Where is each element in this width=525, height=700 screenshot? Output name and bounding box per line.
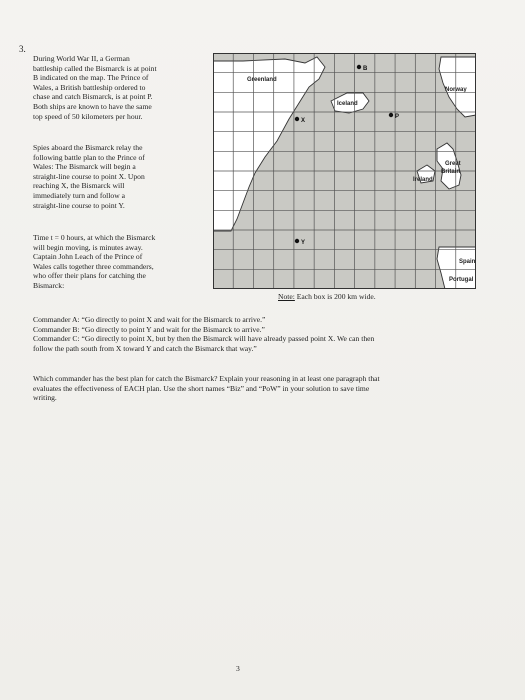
map-canvas <box>213 53 476 289</box>
intro-paragraph-1 <box>33 54 213 121</box>
label-greenland: Greenland <box>247 77 277 83</box>
point-p-label: P <box>395 114 400 120</box>
point-p-dot <box>389 113 393 117</box>
question-line: writing. <box>33 393 57 403</box>
question-line: Which commander has the best plan for catch the Bismarck? Explain your reasoning in at least one paragraph that <box>33 374 380 383</box>
label-britain: Britain <box>441 169 461 175</box>
intro-line: will begin moving, is minutes away. <box>33 242 143 252</box>
question-prompt <box>33 374 498 403</box>
intro-line: following battle plan to the Prince of <box>33 152 145 162</box>
intro-line: Captain John Leach of the Prince of <box>33 252 143 262</box>
point-b-label: B <box>363 66 368 72</box>
intro-line: battleship called the Bismarck is at point <box>33 63 157 73</box>
intro-line: straight-line course to point X. Upon <box>33 171 145 181</box>
label-portugal: Portugal <box>449 277 474 283</box>
point-y-dot <box>295 239 299 243</box>
intro-line: Bismarck: <box>33 280 65 290</box>
label-iceland: Iceland <box>337 101 358 107</box>
note-text: Each box is 200 km wide. <box>294 292 376 301</box>
intro-line: who offer their plans for catching the <box>33 271 146 281</box>
intro-line: Spies aboard the Bismarck relay the <box>33 143 143 152</box>
intro-line: Time t = 0 hours, at which the Bismarck <box>33 233 156 242</box>
label-spain: Spain <box>459 259 476 265</box>
north-atlantic-map <box>213 53 476 289</box>
commander-a-plan: Commander A: “Go directly to point X and wait for the Bismarck to arrive.” <box>33 315 266 324</box>
intro-line: During World War II, a German <box>33 54 130 63</box>
intro-line: Wales calls together three commanders, <box>33 261 154 271</box>
page-number: 3 <box>236 664 240 673</box>
map-scale-note <box>278 292 376 301</box>
commander-b-plan: Commander B: “Go directly to point Y and wait for the Bismarck to arrive.” <box>33 324 265 334</box>
question-line: evaluates the effectiveness of EACH plan. Use the short names “Biz” and “PoW” in your solution to save time <box>33 383 370 393</box>
intro-line: immediately turn and follow a <box>33 190 125 200</box>
point-x-label: X <box>301 118 306 124</box>
intro-line: chase and catch Bismarck, is at point P. <box>33 92 153 102</box>
commander-c-plan: Commander C: “Go directly to point X, but by then the Bismarck will have already passed point X. We can then <box>33 334 375 344</box>
intro-line: B indicated on the map. The Prince of <box>33 73 149 83</box>
intro-paragraph-3 <box>33 233 213 291</box>
intro-line: Wales: The Bismarck will begin a <box>33 162 136 172</box>
commander-plans <box>33 315 498 353</box>
point-b-dot <box>357 65 361 69</box>
intro-line: top speed of 50 kilometers per hour. <box>33 111 143 121</box>
intro-paragraph-2 <box>33 143 213 210</box>
point-y-label: Y <box>301 240 306 246</box>
intro-line: Wales, a British battleship ordered to <box>33 82 146 92</box>
label-ireland: Ireland <box>413 177 433 183</box>
intro-line: reaching X, the Bismarck will <box>33 181 125 191</box>
question-number: 3. <box>19 44 26 54</box>
label-norway: Norway <box>445 87 467 93</box>
note-prefix: Note: <box>278 292 295 301</box>
point-x-dot <box>295 117 299 121</box>
commander-c-plan-continued: follow the path south from X toward Y and catch the Bismarck that way.” <box>33 343 257 353</box>
label-great: Great <box>445 161 461 167</box>
intro-line: straight-line course to point Y. <box>33 200 125 210</box>
intro-line: Both ships are known to have the same <box>33 101 152 111</box>
